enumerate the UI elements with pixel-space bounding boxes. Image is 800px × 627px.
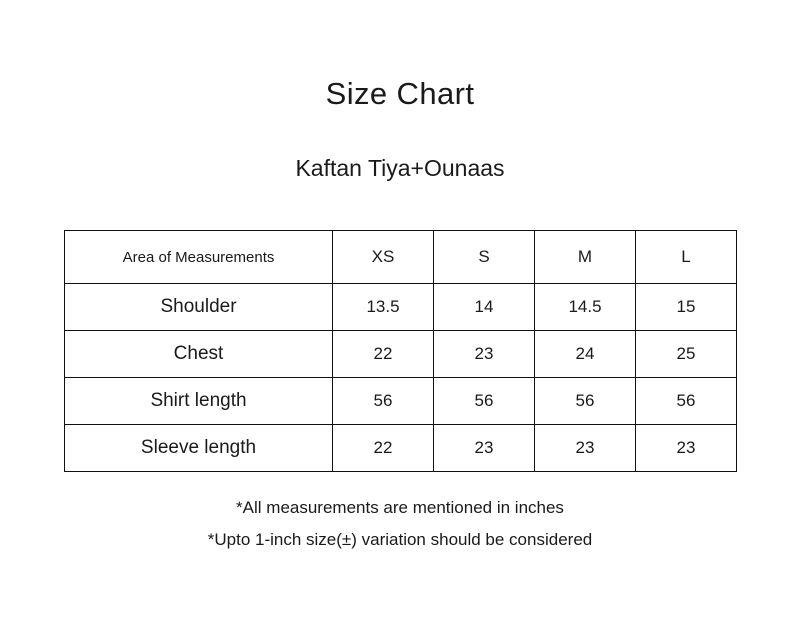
size-chart-table-wrapper	[64, 182, 736, 472]
cell-shirt-length-l: 56	[636, 378, 737, 425]
table-header	[65, 231, 737, 284]
size-chart-table	[64, 230, 737, 472]
column-header-xs: XS	[333, 231, 434, 284]
cell-shoulder-m: 14.5	[535, 284, 636, 331]
cell-chest-s: 23	[434, 331, 535, 378]
cell-shirt-length-m: 56	[535, 378, 636, 425]
cell-shoulder-xs: 13.5	[333, 284, 434, 331]
cell-shoulder-s: 14	[434, 284, 535, 331]
cell-chest-m: 24	[535, 331, 636, 378]
row-label-shirt-length: Shirt length	[65, 378, 333, 425]
cell-sleeve-length-m: 23	[535, 425, 636, 472]
table-body	[65, 284, 737, 472]
cell-chest-l: 25	[636, 331, 737, 378]
column-header-m: M	[535, 231, 636, 284]
table-row	[65, 331, 737, 378]
cell-sleeve-length-xs: 22	[333, 425, 434, 472]
cell-sleeve-length-l: 23	[636, 425, 737, 472]
row-label-chest: Chest	[65, 331, 333, 378]
cell-shoulder-l: 15	[636, 284, 737, 331]
cell-shirt-length-xs: 56	[333, 378, 434, 425]
row-label-shoulder: Shoulder	[65, 284, 333, 331]
table-row	[65, 378, 737, 425]
table-row	[65, 284, 737, 331]
page-subtitle: Kaftan Tiya+Ounaas	[295, 155, 505, 181]
table-header-row	[65, 231, 737, 284]
footnote-size-variation: *Upto 1-inch size(±) variation should be considered	[207, 530, 593, 550]
table-row	[65, 425, 737, 472]
cell-shirt-length-s: 56	[434, 378, 535, 425]
footnotes	[0, 492, 800, 557]
column-header-l: L	[636, 231, 737, 284]
row-label-sleeve-length: Sleeve length	[65, 425, 333, 472]
footnote-measurement-units: *All measurements are mentioned in inches	[236, 498, 564, 517]
column-header-area: Area of Measurements	[65, 231, 333, 284]
cell-sleeve-length-s: 23	[434, 425, 535, 472]
cell-chest-xs: 22	[333, 331, 434, 378]
column-header-s: S	[434, 231, 535, 284]
page-title: Size Chart	[325, 76, 475, 111]
